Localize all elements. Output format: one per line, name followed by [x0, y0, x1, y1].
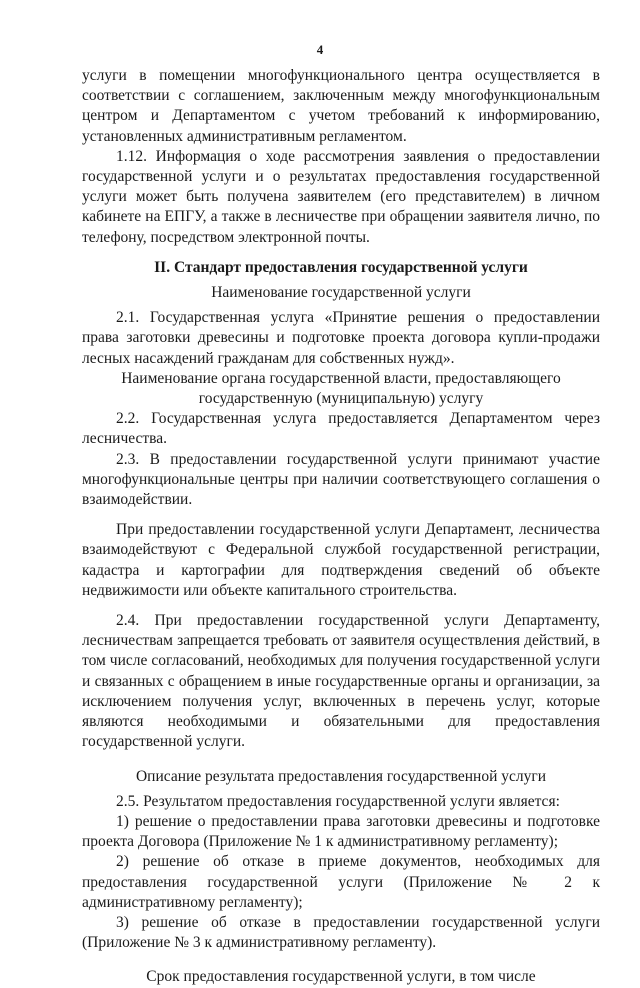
paragraph-2-4: 2.4. При предоставлении государственной услуги Департаменту, лесничествам запрещается требовать от заявителя осуществления действий, в том числе согласований, необходимых для получения государственной услуги и связанных с обращением в иные государственные органы и организации, за исключением получения услуг, включенных в перечень услуг, которые являются необходимыми и обязательными для предоставления государственной услуги.	[82, 612, 600, 751]
paragraph-2-5: 2.5. Результатом предоставления государственной услуги является:	[116, 792, 560, 810]
subheading-term: Срок предоставления государственной услуги, в том числе	[146, 968, 536, 986]
paragraph-1-12: 1.12. Информация о ходе рассмотрения заявления о предоставлении государственной услуги и о результатах предоставления государственной услуги может быть получена заявителем (его представителем) в личном кабинете на ЕПГУ, а также в лесничестве при обращении заявителя лично, по телефону, посредством электронной почты.	[82, 147, 600, 246]
subheading-result: Описание результата предоставления государственной услуги	[135, 767, 547, 785]
paragraph-intro: услуги в помещении многофункционального центра осуществляется в соответствии с соглашением, заключенным между многофункциональным центром и Департаментом с учетом требований к информированию, установленных административным регламентом.	[82, 67, 600, 145]
paragraph-2-2: 2.2. Государственная услуга предоставляется Департаментом через лесничества.	[82, 410, 600, 448]
list-item-3: 3) решение об отказе в предоставлении государственной услуги (Приложение № 3 к административному регламенту).	[82, 913, 600, 952]
paragraph-interaction: При предоставлении государственной услуги Департамент, лесничества взаимодействуют с Федеральной службой государственной регистрации, кадастра и картографии для подтверждения сведений об объекте недвижимости или объекте капитального строительства.	[82, 521, 600, 599]
list-item-1: 1) решение о предоставлении права заготовки древесины и подготовке проекта Договора (Приложение № 1 к административному регламенту);	[82, 812, 600, 851]
subheading-service-name: Наименование государственной услуги	[211, 284, 471, 302]
paragraph-2-1: 2.1. Государственная услуга «Принятие решения о предоставлении права заготовки древесины и подготовке проекта договора купли-продажи лесных насаждений гражданам для собственных нужд».	[82, 309, 600, 367]
document-body	[82, 66, 600, 988]
page-number: 4	[316, 42, 324, 57]
list-item-2: 2) решение об отказе в приеме документов, необходимых для предоставления государственной услуги (Приложение № 2 к административному регламенту);	[82, 853, 600, 911]
paragraph-2-3: 2.3. В предоставлении государственной услуги принимают участие многофункциональные центры при наличии соответствующего соглашения о взаимодействии.	[82, 450, 600, 509]
section-title: II. Стандарт предоставления государственной услуги	[154, 258, 528, 276]
subheading-authority: Наименование органа государственной власти, предоставляющего государственную (муниципальную) услугу	[121, 369, 561, 408]
